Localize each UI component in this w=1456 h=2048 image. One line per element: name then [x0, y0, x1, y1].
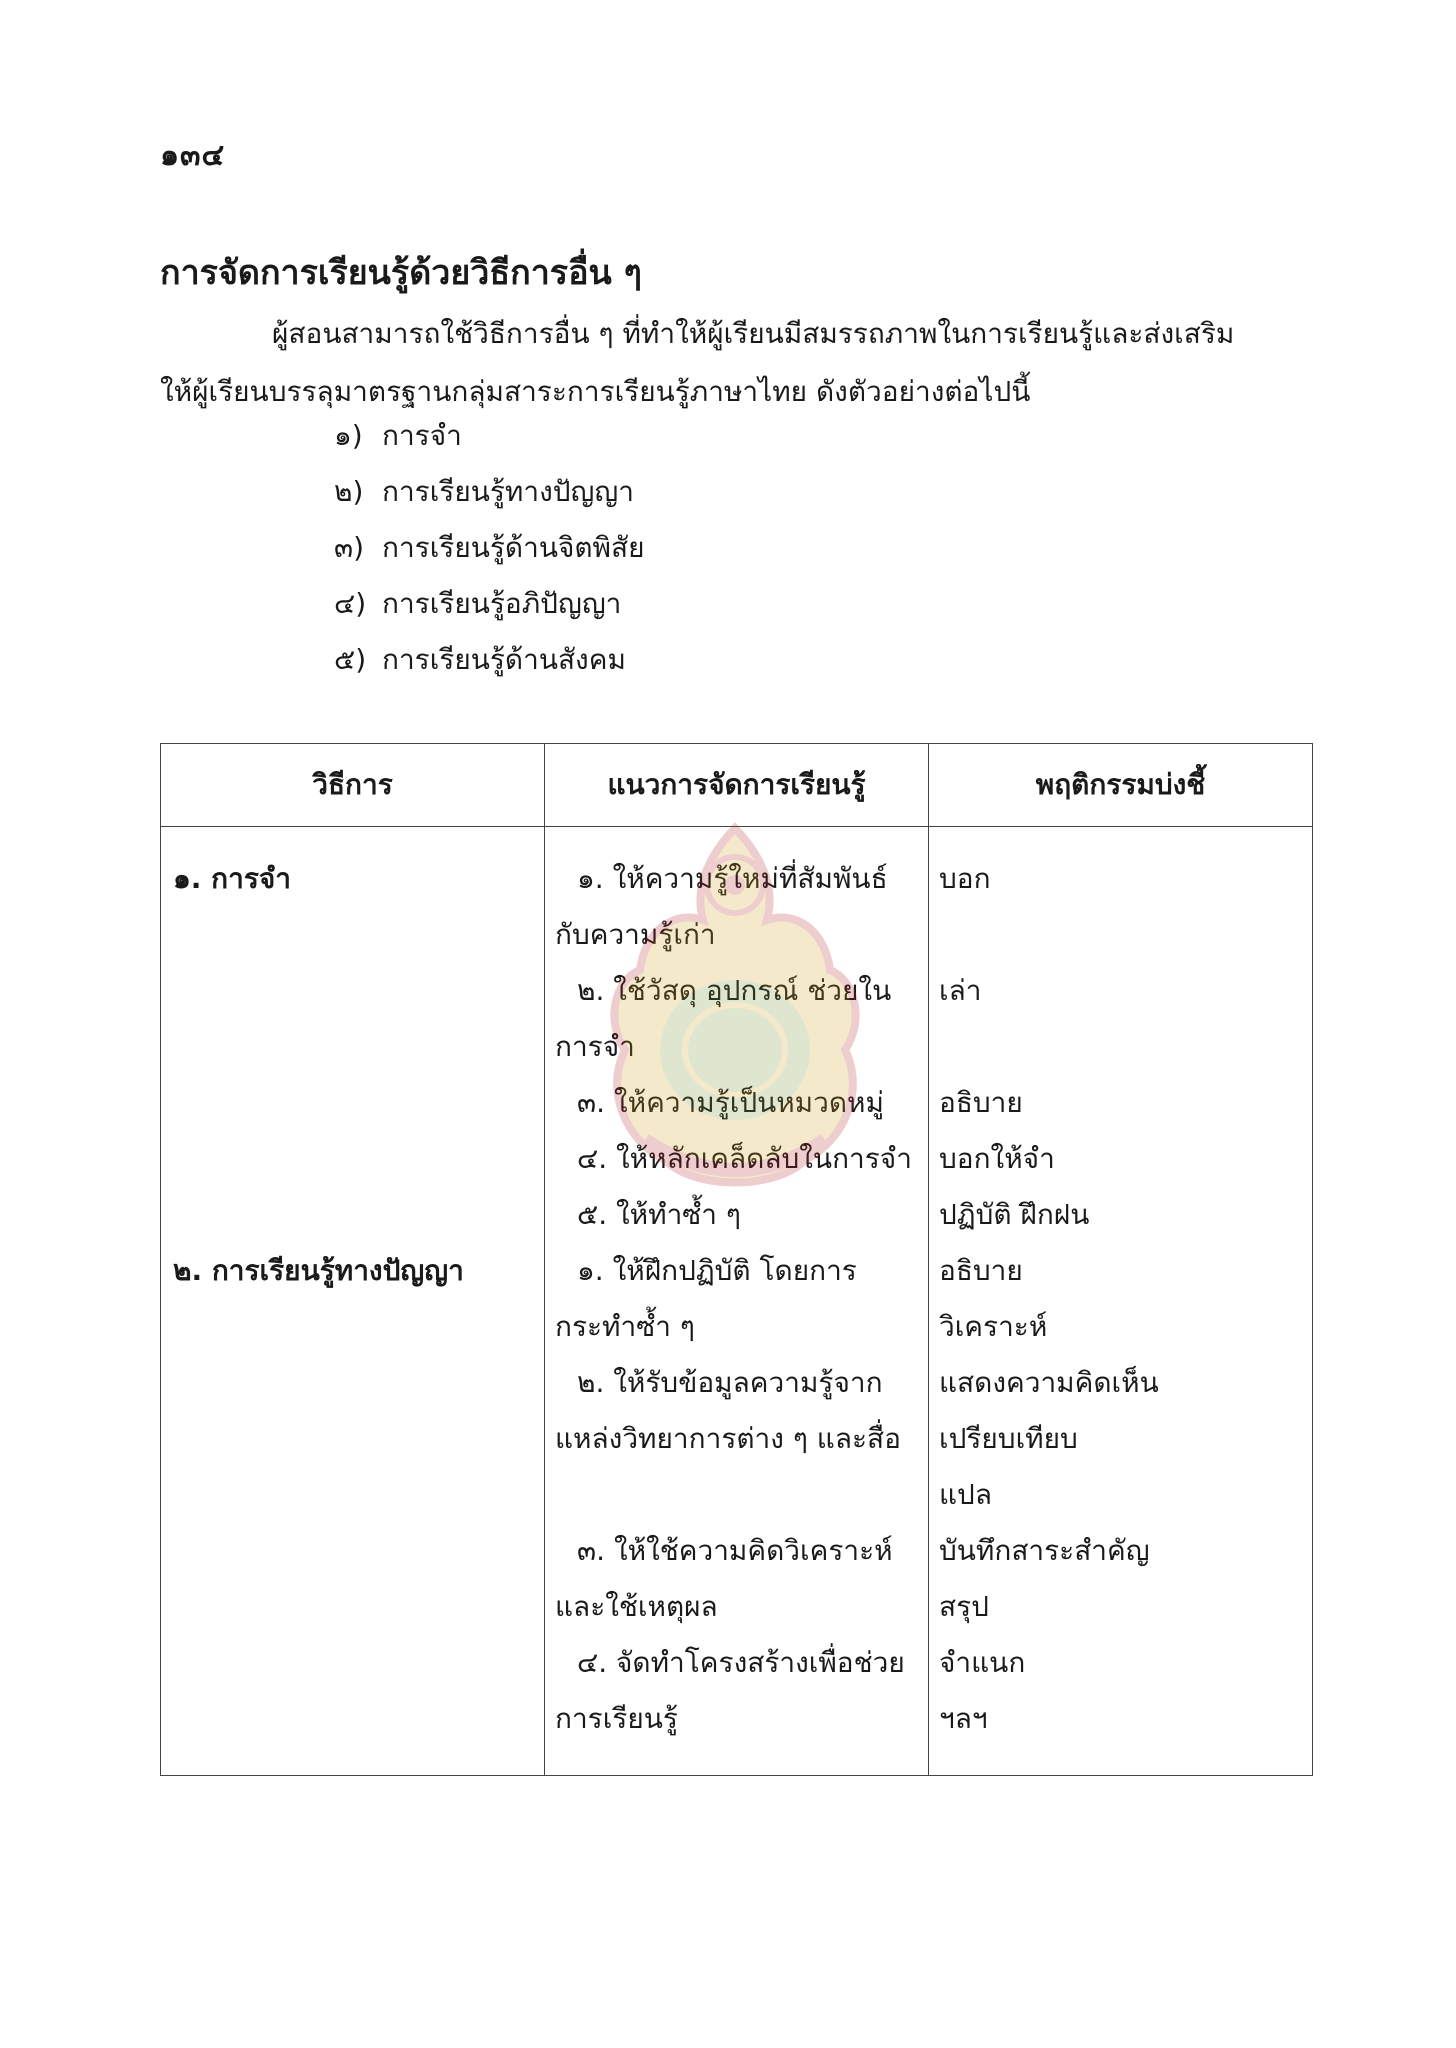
- list-text: การเรียนรู้ทางปัญญา: [382, 475, 634, 508]
- list-text: การเรียนรู้อภิปัญญา: [382, 587, 622, 620]
- list-item: [334, 576, 645, 632]
- indicator-line: วิเคราะห์: [939, 1310, 1048, 1343]
- header-guideline: แนวการจัดการเรียนรู้: [545, 744, 929, 827]
- method-cognitive: ๒. การเรียนรู้ทางปัญญา: [173, 1254, 464, 1287]
- indicator-line: เล่า: [939, 974, 982, 1007]
- guideline-line: ๔. จัดทำโครงสร้างเพื่อช่วย: [577, 1646, 905, 1679]
- indicator-column: [929, 827, 1313, 1776]
- guideline-line: กระทำซ้ำ ๆ: [555, 1310, 695, 1343]
- guideline-line: ๒. ให้รับข้อมูลความรู้จาก: [577, 1366, 883, 1399]
- list-number: ๒): [334, 475, 364, 508]
- list-item: [334, 520, 645, 576]
- guideline-line: ๑. ให้ฝึกปฏิบัติ โดยการ: [577, 1254, 857, 1287]
- guideline-line: ๓. ให้ความรู้เป็นหมวดหมู่: [577, 1086, 884, 1119]
- methods-table: [160, 743, 1313, 1776]
- indicator-line: อธิบาย: [939, 1086, 1023, 1119]
- guideline-line: ๒. ใช้วัสดุ อุปกรณ์ ช่วยใน: [577, 974, 892, 1007]
- list-text: การเรียนรู้ด้านจิตพิสัย: [382, 531, 645, 564]
- guideline-line: การจำ: [555, 1030, 635, 1063]
- section-heading: การจัดการเรียนรู้ด้วยวิธีการอื่น ๆ: [160, 253, 642, 293]
- guideline-line: แหล่งวิทยาการต่าง ๆ และสื่อ: [555, 1422, 901, 1455]
- intro-line-1: ผู้สอนสามารถใช้วิธีการอื่น ๆ ที่ทำให้ผู้เรียนมีสมรรถภาพในการเรียนรู้และส่งเสริม: [272, 317, 1235, 350]
- indicator-line: อธิบาย: [939, 1254, 1023, 1287]
- list-item: [334, 464, 645, 520]
- table-header-row: [161, 744, 1313, 827]
- indicator-line: สรุป: [939, 1590, 989, 1623]
- header-indicator: พฤติกรรมบ่งชี้: [929, 744, 1313, 827]
- indicator-line: บอก: [939, 862, 991, 895]
- indicator-line: แปล: [939, 1478, 992, 1511]
- guideline-column: [545, 827, 929, 1776]
- list-text: การจำ: [382, 419, 462, 452]
- indicator-line: บันทึกสาระสำคัญ: [939, 1534, 1150, 1567]
- page-number: ๑๓๔: [160, 138, 226, 173]
- intro-line-2: ให้ผู้เรียนบรรลุมาตรฐานกลุ่มสาระการเรียนรู้ภาษาไทย ดังตัวอย่างต่อไปนี้: [160, 375, 1031, 408]
- guideline-line: [545, 1467, 928, 1523]
- header-method: วิธีการ: [161, 744, 545, 827]
- table-row: [161, 827, 1313, 1776]
- guideline-line: ๓. ให้ใช้ความคิดวิเคราะห์: [577, 1534, 893, 1567]
- guideline-line: กับความรู้เก่า: [555, 918, 716, 951]
- indicator-line: บอกให้จำ: [939, 1142, 1055, 1175]
- guideline-line: ๕. ให้ทำซ้ำ ๆ: [577, 1198, 741, 1231]
- list-number: ๕): [334, 643, 367, 676]
- list-item: [334, 632, 645, 688]
- list-number: ๑): [334, 419, 363, 452]
- indicator-line: ปฏิบัติ ฝึกฝน: [939, 1198, 1090, 1231]
- guideline-line: และใช้เหตุผล: [555, 1590, 718, 1623]
- indicator-line: [929, 1019, 1312, 1075]
- method-memory: ๑. การจำ: [173, 862, 292, 895]
- list-number: ๔): [334, 587, 367, 620]
- intro-paragraph: [160, 305, 1320, 421]
- guideline-line: ๔. ให้หลักเคล็ดลับในการจำ: [577, 1142, 912, 1175]
- list-number: ๓): [334, 531, 365, 564]
- method-list: [334, 408, 645, 688]
- guideline-line: การเรียนรู้: [555, 1702, 678, 1735]
- list-item: [334, 408, 645, 464]
- indicator-line: [929, 907, 1312, 963]
- indicator-line: เปรียบเทียบ: [939, 1422, 1078, 1455]
- indicator-line: จำแนก: [939, 1646, 1026, 1679]
- indicator-line: ฯลฯ: [939, 1702, 988, 1735]
- method-column: [161, 827, 545, 1776]
- guideline-line: ๑. ให้ความรู้ใหม่ที่สัมพันธ์: [577, 862, 888, 895]
- indicator-line: แสดงความคิดเห็น: [939, 1366, 1159, 1399]
- list-text: การเรียนรู้ด้านสังคม: [382, 643, 626, 676]
